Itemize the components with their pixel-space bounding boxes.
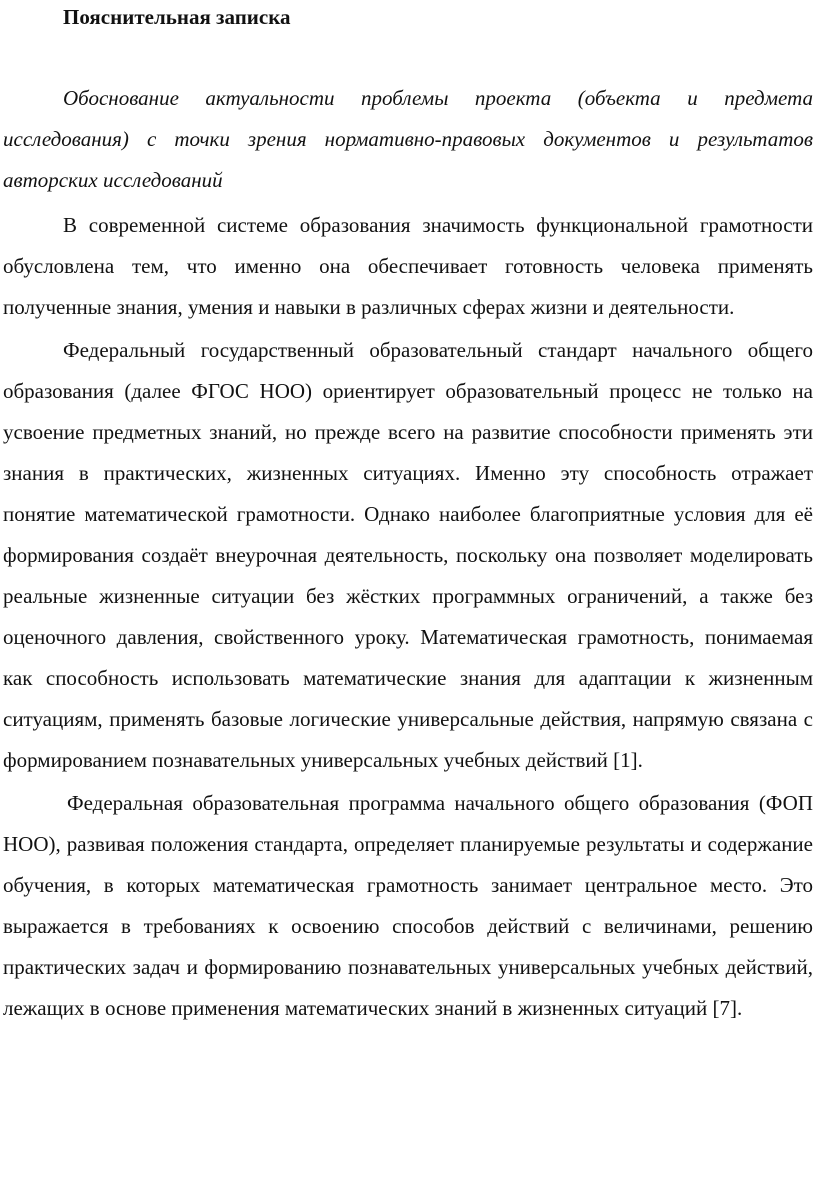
document-heading: Пояснительная записка [63,5,291,29]
document-subtitle: Обоснование актуальности проблемы проекта (объекта и предмета исследования) с точки зрения нормативно-правовых документов и результатов авторских исследований [3,86,813,192]
paragraph-fgos-noo: Федеральный государственный образовательный стандарт начального общего образования (далее ФГОС НОО) ориентирует образовательный процесс не только на усвоение предметных знаний, но прежде всего на развитие способности применять эти знания в практических, жизненных ситуациях. Именно эту способность отражает понятие математической грамотности. Однако наиболее благоприятные условия для её формирования создаёт внеурочная деятельность, поскольку она позволяет моделировать реальные жизненные ситуации без жёстких программных ограничений, а также без оценочного давления, свойственного уроку. Математическая грамотность, понимаемая как способность использовать математические знания для адаптации к жизненным ситуациям, применять базовые логические универсальные действия, напрямую связана с формированием познавательных универсальных учебных действий [1]. [3,338,813,772]
paragraph-functional-literacy: В современной системе образования значимость функциональной грамотности обусловлена тем, что именно она обеспечивает готовность человека применять полученные знания, умения и навыки в различных сферах жизни и деятельности. [3,213,813,319]
paragraph-fop-noo: Федеральная образовательная программа начального общего образования (ФОП НОО), развивая положения стандарта, определяет планируемые результаты и содержание обучения, в которых математическая грамотность занимает центральное место. Это выражается в требованиях к освоению способов действий с величинами, решению практических задач и формированию познавательных универсальных учебных действий, лежащих в основе применения математических знаний в жизненных ситуаций [7]. [3,791,813,1020]
